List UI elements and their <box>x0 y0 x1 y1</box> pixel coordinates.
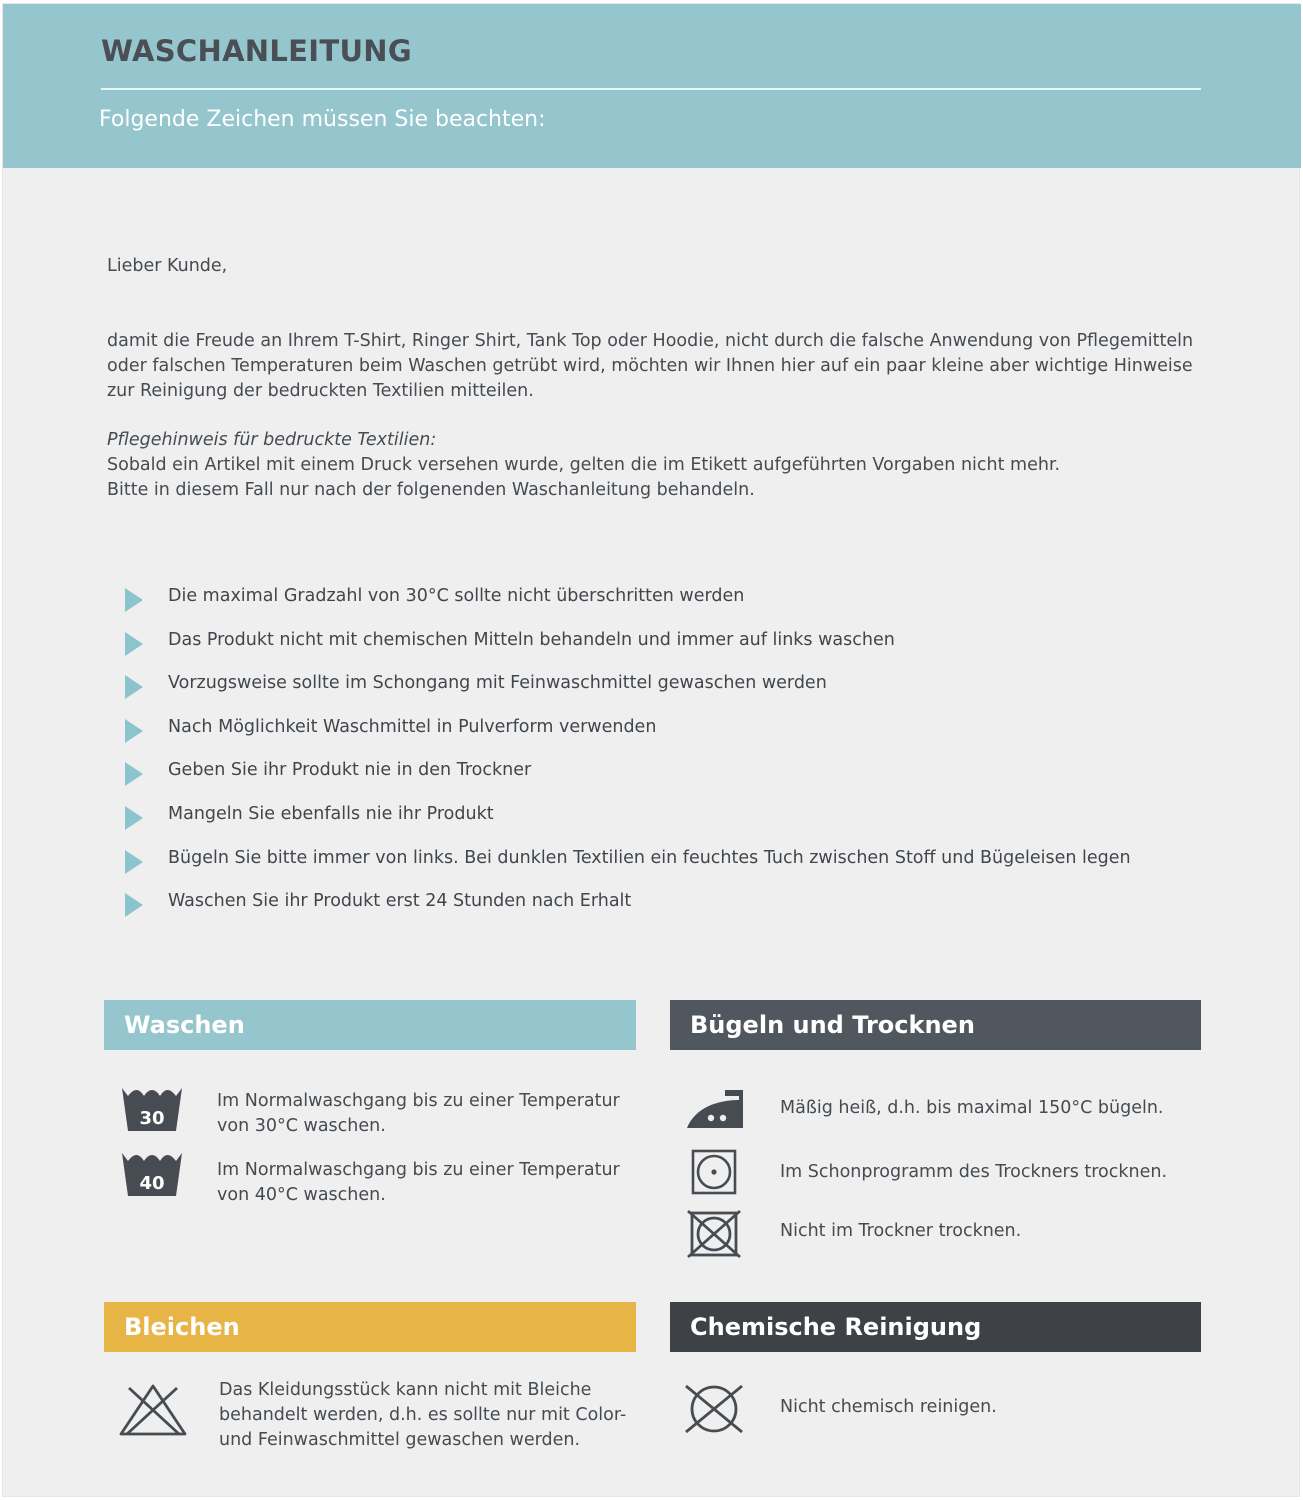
svg-text:40: 40 <box>139 1173 165 1194</box>
header-divider <box>101 88 1201 90</box>
intro-paragraph-line: oder falschen Temperaturen beim Waschen getrübt wird, möchten wir Ihnen hier auf ein paar kleine aber wichtige Hinweise <box>107 356 1193 376</box>
no-dry-clean-label: Nicht chemisch reinigen. <box>780 1397 997 1417</box>
iron-two-dots-icon <box>683 1084 747 1130</box>
no-tumble-label: Nicht im Trockner trocknen. <box>780 1221 1022 1241</box>
list-item: Vorzugsweise sollte im Schongang mit Feinwaschmittel gewaschen werden <box>121 669 1201 713</box>
care-note-title: Pflegehinweis für bedruckte Textilien: <box>107 430 437 450</box>
section-header-buegeln-trocknen: Bügeln und Trocknen <box>670 1000 1201 1050</box>
wash-40-icon <box>120 1149 184 1199</box>
tumble-dry-low-icon <box>690 1148 738 1196</box>
list-item: Die maximal Gradzahl von 30°C sollte nicht überschritten werden <box>121 582 1201 626</box>
intro-paragraph-line: zur Reinigung der bedruckten Textilien mitteilen. <box>107 381 534 401</box>
no-tumble-dry-icon <box>686 1209 742 1259</box>
triangle-bullet-icon <box>125 719 143 743</box>
triangle-bullet-icon <box>125 588 143 612</box>
triangle-bullet-icon <box>125 806 143 830</box>
triangle-bullet-icon <box>125 762 143 786</box>
care-row-iron <box>670 1082 1201 1132</box>
wash-30-icon <box>120 1084 184 1134</box>
page-subtitle: Folgende Zeichen müssen Sie beachten: <box>99 107 546 132</box>
care-note-line: Sobald ein Artikel mit einem Druck versehen wurde, gelten die im Etikett aufgeführten Vorgaben nicht mehr. <box>107 455 1061 475</box>
triangle-bullet-icon <box>125 850 143 874</box>
care-row-wash-30 <box>104 1080 636 1140</box>
no-bleach-label-line: behandelt werden, d.h. es sollte nur mit Color- <box>219 1405 627 1425</box>
list-item: Nach Möglichkeit Waschmittel in Pulverform verwenden <box>121 713 1201 757</box>
care-row-no-dry-clean <box>670 1378 1201 1438</box>
list-item: Mangeln Sie ebenfalls nie ihr Produkt <box>121 800 1201 844</box>
wash-40-label-line: von 40°C waschen. <box>217 1185 386 1205</box>
list-item: Das Produkt nicht mit chemischen Mitteln behandeln und immer auf links waschen <box>121 626 1201 670</box>
triangle-bullet-icon <box>125 632 143 656</box>
care-row-no-bleach <box>104 1376 636 1456</box>
tumble-low-label: Im Schonprogramm des Trockners trocknen. <box>780 1162 1168 1182</box>
triangle-bullet-icon <box>125 893 143 917</box>
care-row-tumble-low <box>670 1147 1201 1197</box>
no-bleach-label-line: Das Kleidungsstück kann nicht mit Bleiche <box>219 1380 592 1400</box>
no-bleach-label-line: und Feinwaschmittel gewaschen werden. <box>219 1430 581 1450</box>
svg-text:30: 30 <box>139 1108 165 1129</box>
header-banner <box>3 4 1301 168</box>
no-bleach-icon <box>117 1382 189 1438</box>
no-dry-clean-icon <box>682 1382 746 1436</box>
intro-paragraph-line: damit die Freude an Ihrem T-Shirt, Ringer Shirt, Tank Top oder Hoodie, nicht durch die falsche Anwendung von Pflegemitteln <box>107 331 1194 351</box>
wash-30-label-line: Im Normalwaschgang bis zu einer Temperatur <box>217 1091 620 1111</box>
list-item: Geben Sie ihr Produkt nie in den Trockner <box>121 756 1201 800</box>
care-note-line: Bitte in diesem Fall nur nach der folgenenden Waschanleitung behandeln. <box>107 480 755 500</box>
list-item: Waschen Sie ihr Produkt erst 24 Stunden nach Erhalt <box>121 887 1201 931</box>
page-title: WASCHANLEITUNG <box>101 34 412 68</box>
iron-label: Mäßig heiß, d.h. bis maximal 150°C bügeln. <box>780 1098 1164 1118</box>
section-header-chemische-reinigung: Chemische Reinigung <box>670 1302 1201 1352</box>
greeting-text: Lieber Kunde, <box>107 256 228 276</box>
care-row-wash-40 <box>104 1149 636 1209</box>
wash-40-label-line: Im Normalwaschgang bis zu einer Temperatur <box>217 1160 620 1180</box>
care-sheet <box>2 3 1300 1497</box>
care-bullet-list <box>121 582 1201 931</box>
section-header-waschen: Waschen <box>104 1000 636 1050</box>
wash-30-label-line: von 30°C waschen. <box>217 1116 386 1136</box>
care-row-no-tumble <box>670 1207 1201 1261</box>
triangle-bullet-icon <box>125 675 143 699</box>
list-item: Bügeln Sie bitte immer von links. Bei dunklen Textilien ein feuchtes Tuch zwischen Stoff und Bügeleisen legen <box>121 844 1201 888</box>
section-header-bleichen: Bleichen <box>104 1302 636 1352</box>
